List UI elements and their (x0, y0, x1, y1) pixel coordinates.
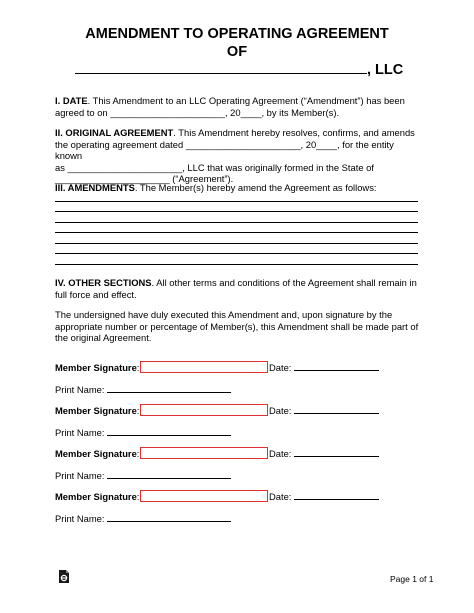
section-date-text-1: . This Amendment to an LLC Operating Agreement (“Amendment”) has been (87, 95, 405, 106)
section-other-text-2: full force and effect. (55, 288, 137, 300)
print-name-label: Print Name: (55, 384, 105, 395)
print-name-field[interactable] (107, 427, 231, 436)
section-amendments (55, 182, 420, 194)
print-name-field[interactable] (107, 513, 231, 522)
print-name-label: Print Name: (55, 427, 105, 438)
llc-suffix: , LLC (367, 62, 404, 78)
print-name-label: Print Name: (55, 470, 105, 481)
amendment-line[interactable] (55, 253, 418, 254)
page-number: Page 1 of 1 (390, 574, 434, 584)
member-signature-label: Member Signature: (55, 405, 140, 416)
amendment-line[interactable] (55, 201, 418, 202)
section-amendments-text: . The Member(s) hereby amend the Agreement as follows: (134, 182, 377, 193)
print-name-field[interactable] (107, 470, 231, 479)
date-label: Date: (269, 448, 292, 459)
print-name-row (55, 470, 231, 481)
member-signature-label: Member Signature: (55, 448, 140, 459)
document-title: AMENDMENT TO OPERATING AGREEMENT (85, 26, 389, 42)
amendment-line[interactable] (55, 222, 418, 223)
date-row (269, 362, 379, 373)
document-title-of: OF (226, 44, 248, 60)
closing-text-3: the original Agreement. (55, 332, 152, 344)
section-amendments-heading: III. AMENDMENTS (55, 182, 135, 193)
section-other (55, 277, 420, 300)
member-signature-field[interactable] (140, 361, 268, 373)
section-other-heading: IV. OTHER SECTIONS (55, 277, 152, 288)
closing-text-2: appropriate number or percentage of Member(s), this Amendment shall be made part of (55, 320, 419, 332)
section-original-text-1: . This Amendment hereby resolves, confirms, and amends (173, 127, 415, 138)
eforms-logo-icon (58, 570, 70, 583)
date-field[interactable] (294, 491, 379, 500)
amendment-line[interactable] (55, 232, 418, 233)
section-original-text-3: as ______________________, LLC that was originally formed in the State of (55, 161, 374, 173)
member-signature-field[interactable] (140, 404, 268, 416)
member-signature-label: Member Signature: (55, 491, 140, 502)
print-name-row (55, 427, 231, 438)
date-field[interactable] (294, 448, 379, 457)
date-label: Date: (269, 362, 292, 373)
date-row (269, 448, 379, 459)
date-label: Date: (269, 491, 292, 502)
print-name-field[interactable] (107, 384, 231, 393)
member-signature-field[interactable] (140, 447, 268, 459)
section-date-heading: I. DATE (55, 95, 88, 106)
print-name-row (55, 513, 231, 524)
closing-statement (55, 309, 420, 344)
section-other-text-1: . All other terms and conditions of the Agreement shall remain in (151, 277, 417, 288)
date-label: Date: (269, 405, 292, 416)
section-date (55, 95, 420, 118)
date-row (269, 405, 379, 416)
section-original-heading: II. ORIGINAL AGREEMENT (55, 127, 174, 138)
llc-name-field[interactable] (75, 62, 367, 74)
member-signature-field[interactable] (140, 490, 268, 502)
section-original-text-4: ______________________ (“Agreement”). (55, 173, 234, 185)
print-name-label: Print Name: (55, 513, 105, 524)
closing-text-1: The undersigned have duly executed this Amendment and, upon signature by the (55, 309, 393, 320)
section-date-text-2: agreed to on ______________________, 20____, by its Member(s). (55, 106, 340, 118)
print-name-row (55, 384, 231, 395)
section-original-agreement (55, 127, 420, 185)
amendment-line[interactable] (55, 264, 418, 265)
member-signature-label: Member Signature: (55, 362, 140, 373)
amendment-line[interactable] (55, 211, 418, 212)
date-field[interactable] (294, 362, 379, 371)
llc-name-line (75, 62, 403, 78)
date-field[interactable] (294, 405, 379, 414)
date-row (269, 491, 379, 502)
section-original-text-2: the operating agreement dated ______________________, 20____, for the entity known (55, 138, 394, 162)
amendment-line[interactable] (55, 243, 418, 244)
